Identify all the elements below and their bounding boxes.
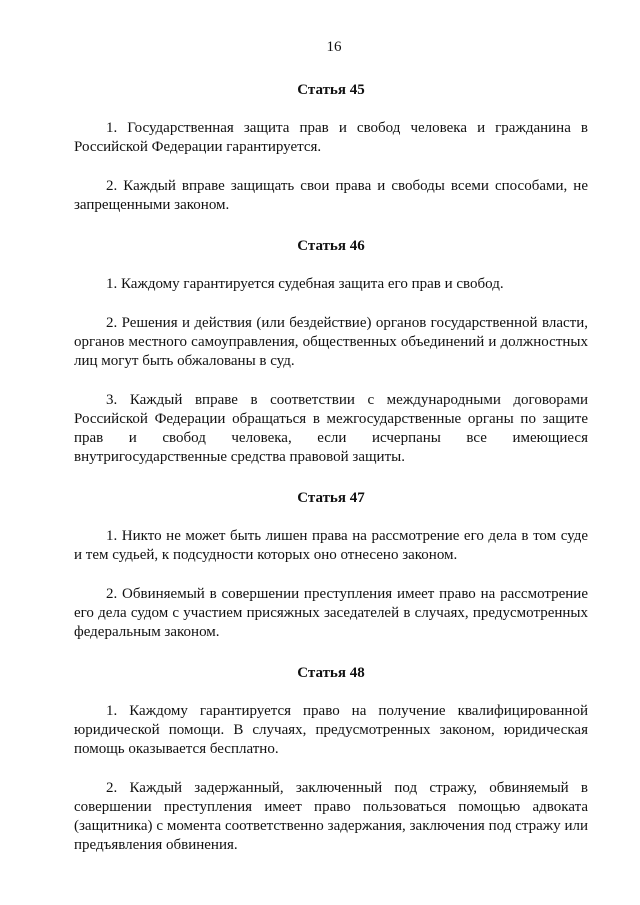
page-number: 16 [326, 39, 342, 55]
document-page [74, 38, 588, 875]
article-48 [74, 664, 588, 855]
article-paragraph: 1. Каждому гарантируется судебная защита его прав и свобод. [106, 276, 504, 292]
article-title: Статья 48 [297, 665, 365, 681]
article-title: Статья 46 [297, 238, 365, 254]
article-paragraph: 1. Государственная защита прав и свобод человека и гражданина в Российской Федерации гарантируется. [74, 120, 588, 155]
article-title: Статья 45 [297, 82, 365, 98]
article-title: Статья 47 [297, 490, 365, 506]
article-paragraph: 2. Каждый задержанный, заключенный под стражу, обвиняемый в совершении преступления имеет право пользоваться помощью адвоката (защитника) с момента соответственно задержания, заключения под стражу или предъявления обвинения. [74, 780, 588, 853]
article-paragraph: 2. Обвиняемый в совершении преступления имеет право на рассмотрение его дела судом с участием присяжных заседателей в случаях, предусмотренных федеральным законом. [74, 586, 588, 640]
article-paragraph: 1. Каждому гарантируется право на получение квалифицированной юридической помощи. В случаях, предусмотренных законом, юридическая помощь оказывается бесплатно. [74, 703, 588, 757]
article-47 [74, 489, 588, 642]
article-paragraph: 3. Каждый вправе в соответствии с международными договорами Российской Федерации обращаться в межгосударственные органы по защите прав и свобод человека, если исчерпаны все имеющиеся внутригосударственные средства правовой защиты. [74, 392, 588, 465]
article-paragraph: 2. Каждый вправе защищать свои права и свободы всеми способами, не запрещенными законом. [74, 178, 588, 213]
article-46 [74, 237, 588, 467]
article-45 [74, 81, 588, 215]
article-paragraph: 2. Решения и действия (или бездействие) органов государственной власти, органов местного самоуправления, общественных объединений и должностных лиц могут быть обжалованы в суд. [74, 315, 588, 369]
article-paragraph: 1. Никто не может быть лишен права на рассмотрение его дела в том суде и тем судьей, к подсудности которых оно отнесено законом. [74, 528, 588, 563]
